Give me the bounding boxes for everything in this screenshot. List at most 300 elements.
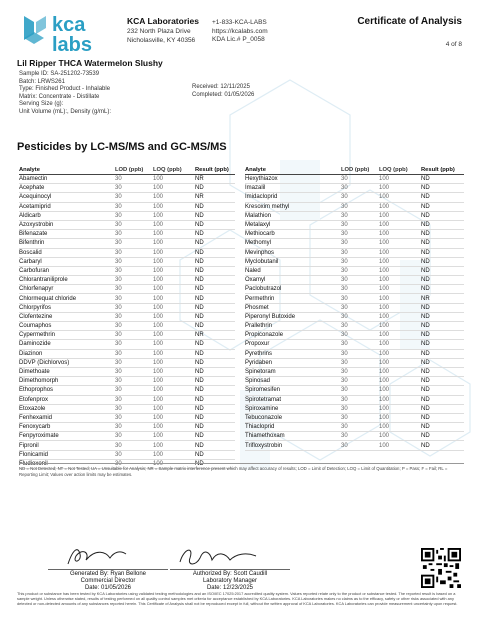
lod-cell: 30 <box>115 424 122 431</box>
analyte-cell: Aldicarb <box>19 212 41 219</box>
website-link[interactable]: https://kcalabs.com <box>212 27 268 35</box>
result-cell: ND <box>195 414 204 421</box>
result-cell: ND <box>195 433 204 440</box>
result-cell: ND <box>195 295 204 302</box>
table-row <box>19 441 235 450</box>
table-row <box>19 294 235 303</box>
logo-text-bottom: labs <box>52 34 93 54</box>
result-cell: ND <box>421 442 430 449</box>
serving-size: Serving Size (g): <box>19 101 64 108</box>
table-row <box>245 405 464 414</box>
analyte-cell: Chlorfenapyr <box>19 286 54 293</box>
table-row <box>245 441 464 450</box>
loq-cell: 100 <box>153 249 164 256</box>
table-row <box>245 184 464 193</box>
table-row <box>19 405 235 414</box>
analyte-cell: Kresoxim methyl <box>245 203 290 210</box>
result-cell: ND <box>421 185 430 192</box>
loq-cell: 100 <box>153 341 164 348</box>
result-cell: ND <box>421 405 430 412</box>
table-row <box>245 258 464 267</box>
analyte-cell: Carbofuran <box>19 267 50 274</box>
analyte-cell: Acequinocyl <box>19 194 52 201</box>
loq-cell: 100 <box>153 203 164 210</box>
lod-cell: 30 <box>115 387 122 394</box>
header-analyte: Analyte <box>19 166 40 173</box>
result-cell: ND <box>195 231 204 238</box>
lod-cell: 30 <box>115 442 122 449</box>
sample-type: Type: Finished Product - Inhalable <box>19 86 111 93</box>
result-cell: ND <box>421 414 430 421</box>
loq-cell: 100 <box>379 295 390 302</box>
loq-cell: 100 <box>379 369 390 376</box>
result-cell: NR <box>195 176 204 183</box>
table-row <box>245 331 464 340</box>
result-cell: ND <box>195 203 204 210</box>
result-cell: ND <box>421 359 430 366</box>
analyte-cell: Dimethomorph <box>19 378 59 385</box>
result-cell: ND <box>421 387 430 394</box>
result-cell: ND <box>195 258 204 265</box>
lod-cell: 30 <box>115 203 122 210</box>
loq-cell: 100 <box>379 387 390 394</box>
table-row <box>245 322 464 331</box>
result-cell: ND <box>195 350 204 357</box>
analyte-cell: Myclobutanil <box>245 258 279 265</box>
table-row <box>19 350 235 359</box>
loq-cell: 100 <box>379 231 390 238</box>
loq-cell: 100 <box>153 424 164 431</box>
result-cell: ND <box>195 460 204 467</box>
footnote: ND = Not Detected; NT = Not Tested; UA = Unsuitable for Analysis; NR = Sample matrix interference present which may affect accuracy of results; LOD = Limit of Detection; LOQ = Limit of Quantitation; P = Pass; F = Fail; RL = Reporting Limit; Values over action limits may be estimates. <box>19 463 464 477</box>
result-cell: ND <box>421 194 430 201</box>
result-cell: ND <box>195 442 204 449</box>
analyte-cell: Bifenthrin <box>19 240 45 247</box>
analyte-cell: Hexythiazox <box>245 176 278 183</box>
analyte-cell: Spiromesifen <box>245 387 281 394</box>
table-row <box>245 212 464 221</box>
loq-cell: 100 <box>379 304 390 311</box>
table-row <box>245 249 464 258</box>
address-line-2: Nicholasville, KY 40356 <box>127 36 196 44</box>
signer-date: Date: 12/23/2025 <box>206 585 254 592</box>
table-row <box>245 203 464 212</box>
lod-cell: 30 <box>115 194 122 201</box>
address-line-1: 232 North Plaza Drive <box>127 28 191 35</box>
result-cell: ND <box>421 304 430 311</box>
analyte-cell: Carbaryl <box>19 258 42 265</box>
loq-cell: 100 <box>379 240 390 247</box>
page-number: 4 of 8 <box>445 41 462 48</box>
loq-cell: 100 <box>379 350 390 357</box>
lod-cell: 30 <box>341 442 348 449</box>
loq-cell: 100 <box>379 185 390 192</box>
result-cell: ND <box>421 378 430 385</box>
result-cell: ND <box>421 323 430 330</box>
analyte-cell: Etofenprox <box>19 396 49 403</box>
lod-cell: 30 <box>341 369 348 376</box>
lod-cell: 30 <box>341 323 348 330</box>
result-cell: ND <box>421 222 430 229</box>
sample-id: Sample ID: SA-251202-73539 <box>19 71 100 77</box>
lod-cell: 30 <box>341 378 348 385</box>
lod-cell: 30 <box>341 185 348 192</box>
analyte-cell: Spirotetramat <box>245 396 282 403</box>
loq-cell: 100 <box>153 240 164 247</box>
table-body <box>245 175 464 451</box>
signature-image <box>48 544 168 570</box>
lod-cell: 30 <box>115 433 122 440</box>
completed-date: Completed: 01/05/2026 <box>192 91 255 98</box>
lod-cell: 30 <box>341 424 348 431</box>
result-cell: ND <box>421 424 430 431</box>
analyte-cell: Clofentezine <box>19 313 53 320</box>
analyte-cell: Chlorpyrifos <box>19 304 52 311</box>
result-cell: ND <box>195 378 204 385</box>
table-row <box>245 350 464 359</box>
table-row <box>19 322 235 331</box>
table-row <box>245 285 464 294</box>
table-row <box>245 359 464 368</box>
lod-cell: 30 <box>341 332 348 339</box>
lod-cell: 30 <box>115 341 122 348</box>
sample-dates <box>192 84 254 99</box>
analyte-cell: Fenhexamid <box>19 414 53 421</box>
table-row <box>19 193 235 202</box>
table-row <box>19 285 235 294</box>
qr-code[interactable] <box>421 548 461 588</box>
analyte-cell: Chlormequat chloride <box>19 295 77 302</box>
table-row <box>19 368 235 377</box>
table-row <box>245 304 464 313</box>
result-cell: ND <box>195 323 204 330</box>
result-cell: ND <box>195 387 204 394</box>
table-row <box>19 212 235 221</box>
table-row <box>245 377 464 386</box>
table-row <box>245 193 464 202</box>
lod-cell: 30 <box>341 405 348 412</box>
lod-cell: 30 <box>115 405 122 412</box>
loq-cell: 100 <box>153 295 164 302</box>
lab-contact <box>212 19 268 45</box>
analyte-cell: Naled <box>245 267 261 274</box>
result-cell: ND <box>421 212 430 219</box>
pesticide-table-left <box>19 159 235 469</box>
table-row <box>19 331 235 340</box>
result-cell: ND <box>195 359 204 366</box>
table-row <box>245 267 464 276</box>
analyte-cell: Prallethrin <box>245 323 273 330</box>
lod-cell: 30 <box>115 396 122 403</box>
table-row <box>19 377 235 386</box>
lod-cell: 30 <box>115 267 122 274</box>
header-result: Result (ppb) <box>195 166 229 173</box>
lod-cell: 30 <box>115 323 122 330</box>
lod-cell: 30 <box>115 295 122 302</box>
table-row <box>19 230 235 239</box>
table-row <box>245 175 464 184</box>
lod-cell: 30 <box>115 313 122 320</box>
analyte-cell: Oxamyl <box>245 277 266 284</box>
loq-cell: 100 <box>379 222 390 229</box>
analyte-cell: Acephate <box>19 185 45 192</box>
result-cell: ND <box>195 451 204 458</box>
result-cell: ND <box>195 222 204 229</box>
analyte-cell: Propoxur <box>245 341 270 348</box>
signer-title: Commercial Director <box>80 578 136 585</box>
matrix: Matrix: Concentrate - Distillate <box>19 93 100 100</box>
loq-cell: 100 <box>153 258 164 265</box>
lod-cell: 30 <box>341 194 348 201</box>
lod-cell: 30 <box>341 231 348 238</box>
analyte-cell: Boscalid <box>19 249 42 256</box>
lod-cell: 30 <box>115 277 122 284</box>
analyte-cell: Diazinon <box>19 350 43 357</box>
table-row <box>19 203 235 212</box>
result-cell: ND <box>421 332 430 339</box>
loq-cell: 100 <box>153 304 164 311</box>
analyte-cell: DDVP (Dichlorvos) <box>19 359 70 366</box>
lod-cell: 30 <box>115 414 122 421</box>
analyte-cell: Fenpyroximate <box>19 433 59 440</box>
header-result: Result (ppb) <box>421 166 455 173</box>
lod-cell: 30 <box>341 295 348 302</box>
loq-cell: 100 <box>379 212 390 219</box>
table-row <box>19 396 235 405</box>
result-cell: ND <box>195 185 204 192</box>
result-cell: ND <box>421 176 430 183</box>
analyte-cell: Piperonyl Butoxide <box>245 313 296 320</box>
table-row <box>19 267 235 276</box>
analyte-cell: Spinetoram <box>245 369 276 376</box>
loq-cell: 100 <box>153 286 164 293</box>
result-cell: ND <box>421 433 430 440</box>
analyte-cell: Malathion <box>245 212 272 219</box>
table-row <box>19 276 235 285</box>
analyte-cell: Imazalil <box>245 185 266 192</box>
loq-cell: 100 <box>153 433 164 440</box>
lab-address <box>127 28 195 45</box>
result-cell: ND <box>421 231 430 238</box>
table-row <box>245 294 464 303</box>
result-cell: ND <box>195 424 204 431</box>
loq-cell: 100 <box>379 405 390 412</box>
loq-cell: 100 <box>153 222 164 229</box>
header-lod: LOD (ppb) <box>341 166 370 173</box>
loq-cell: 100 <box>379 332 390 339</box>
table-row <box>19 221 235 230</box>
analyte-cell: Imidacloprid <box>245 194 278 201</box>
lod-cell: 30 <box>341 433 348 440</box>
lod-cell: 30 <box>341 414 348 421</box>
analyte-cell: Trifloxystrobin <box>245 442 283 449</box>
analyte-cell: Bifenazate <box>19 231 48 238</box>
loq-cell: 100 <box>153 396 164 403</box>
loq-cell: 100 <box>379 433 390 440</box>
lod-cell: 30 <box>341 203 348 210</box>
analyte-cell: Chlorantraniliprole <box>19 277 68 284</box>
section-title: Pesticides by LC-MS/MS and GC-MS/MS <box>17 141 227 153</box>
result-cell: ND <box>421 350 430 357</box>
analyte-cell: Thiacloprid <box>245 424 275 431</box>
analyte-cell: Permethrin <box>245 295 275 302</box>
analyte-cell: Flonicamid <box>19 451 49 458</box>
loq-cell: 100 <box>153 414 164 421</box>
result-cell: ND <box>195 286 204 293</box>
header-loq: LOQ (ppb) <box>153 166 182 173</box>
loq-cell: 100 <box>379 203 390 210</box>
header-lod: LOD (ppb) <box>115 166 144 173</box>
loq-cell: 100 <box>153 405 164 412</box>
loq-cell: 100 <box>153 442 164 449</box>
loq-cell: 100 <box>379 286 390 293</box>
table-row <box>19 414 235 423</box>
result-cell: ND <box>195 277 204 284</box>
result-cell: ND <box>195 405 204 412</box>
lod-cell: 30 <box>341 176 348 183</box>
table-row <box>19 340 235 349</box>
analyte-cell: Ethoprophos <box>19 387 54 394</box>
lod-cell: 30 <box>341 222 348 229</box>
analyte-cell: Tebuconazole <box>245 414 283 421</box>
analyte-cell: Propiconazole <box>245 332 284 339</box>
sample-metadata <box>19 71 111 117</box>
lod-cell: 30 <box>341 286 348 293</box>
analyte-cell: Daminozide <box>19 341 51 348</box>
loq-cell: 100 <box>379 249 390 256</box>
lod-cell: 30 <box>115 451 122 458</box>
loq-cell: 100 <box>153 387 164 394</box>
loq-cell: 100 <box>153 212 164 219</box>
analyte-cell: Fludioxonil <box>19 460 48 467</box>
analyte-cell: Fenoxycarb <box>19 424 51 431</box>
table-row <box>19 359 235 368</box>
result-cell: ND <box>421 267 430 274</box>
analyte-cell: Cypermethrin <box>19 332 56 339</box>
lod-cell: 30 <box>341 396 348 403</box>
lod-cell: 30 <box>115 231 122 238</box>
table-body <box>19 175 235 469</box>
result-cell: ND <box>195 240 204 247</box>
analyte-cell: Coumaphos <box>19 323 52 330</box>
analyte-cell: Paclobutrazol <box>245 286 282 293</box>
lod-cell: 30 <box>341 267 348 274</box>
result-cell: ND <box>421 396 430 403</box>
loq-cell: 100 <box>153 359 164 366</box>
analyte-cell: Abamectin <box>19 176 48 183</box>
analyte-cell: Thiamethoxam <box>245 433 285 440</box>
analyte-cell: Etoxazole <box>19 405 46 412</box>
table-row <box>245 368 464 377</box>
lod-cell: 30 <box>115 176 122 183</box>
result-cell: ND <box>421 240 430 247</box>
lod-cell: 30 <box>341 249 348 256</box>
license: KDA Lic.# P_0058 <box>212 36 265 43</box>
lod-cell: 30 <box>115 378 122 385</box>
lod-cell: 30 <box>341 313 348 320</box>
analyte-cell: Fipronil <box>19 442 39 449</box>
lod-cell: 30 <box>115 258 122 265</box>
loq-cell: 100 <box>153 460 164 467</box>
result-cell: ND <box>421 313 430 320</box>
table-row <box>245 340 464 349</box>
kca-labs-logo <box>22 12 114 54</box>
lod-cell: 30 <box>115 350 122 357</box>
result-cell: ND <box>195 369 204 376</box>
pesticide-table-right <box>245 159 464 451</box>
loq-cell: 100 <box>379 424 390 431</box>
result-cell: ND <box>421 203 430 210</box>
loq-cell: 100 <box>153 277 164 284</box>
disclaimer: This product or substance has been tested by KCA Laboratories using validated testing methodologies and an ISO/IEC 17025:2017 accredited quality system. Values reported relate only to the product or substance tested. The reported result is based on a sample weight. Unless otherwise stated, results of testing performed on all quality control samples met criteria for acceptance established by KCA Laboratories. KCA Laboratories makes no claims as to the efficacy, safety or other risks associated with any detected or non-detected amounts of any substances reported herein. This Certificate of Analysis shall not be reproduced except in full, without the written approval of KCA Laboratories. KCA Laboratories can provide measurement uncertainty upon request. <box>17 591 458 606</box>
document-title: Certificate of Analysis <box>357 16 462 27</box>
table-row <box>245 432 464 441</box>
loq-cell: 100 <box>379 359 390 366</box>
loq-cell: 100 <box>153 323 164 330</box>
analyte-cell: Pyrethrins <box>245 350 273 357</box>
lab-name: KCA Laboratories <box>127 16 199 26</box>
result-cell: ND <box>195 304 204 311</box>
header-loq: LOQ (ppb) <box>379 166 408 173</box>
lod-cell: 30 <box>115 222 122 229</box>
result-cell: NR <box>421 295 430 302</box>
table-row <box>19 423 235 432</box>
logo-text-top: kca <box>52 14 86 36</box>
result-cell: ND <box>195 267 204 274</box>
table-row <box>19 239 235 248</box>
loq-cell: 100 <box>153 313 164 320</box>
lod-cell: 30 <box>115 185 122 192</box>
table-row <box>19 184 235 193</box>
loq-cell: 100 <box>379 414 390 421</box>
table-row <box>19 175 235 184</box>
lod-cell: 30 <box>341 359 348 366</box>
loq-cell: 100 <box>379 176 390 183</box>
result-cell: NR <box>195 194 204 201</box>
loq-cell: 100 <box>153 194 164 201</box>
analyte-cell: Pyridaben <box>245 359 273 366</box>
product-title: Lil Ripper THCA Watermelon Slushy <box>17 58 163 68</box>
result-cell: ND <box>195 396 204 403</box>
lod-cell: 30 <box>341 240 348 247</box>
analyte-cell: Spinosad <box>245 378 271 385</box>
analyte-cell: Phosmet <box>245 304 269 311</box>
loq-cell: 100 <box>379 277 390 284</box>
result-cell: ND <box>421 249 430 256</box>
loq-cell: 100 <box>153 267 164 274</box>
analyte-cell: Methiocarb <box>245 231 275 238</box>
result-cell: NR <box>195 332 204 339</box>
result-cell: ND <box>421 258 430 265</box>
lod-cell: 30 <box>341 258 348 265</box>
result-cell: ND <box>195 212 204 219</box>
signer-name: Generated By: Ryan Bellone <box>69 571 147 577</box>
loq-cell: 100 <box>379 323 390 330</box>
loq-cell: 100 <box>379 258 390 265</box>
lod-cell: 30 <box>341 277 348 284</box>
table-row <box>245 313 464 322</box>
loq-cell: 100 <box>153 378 164 385</box>
lod-cell: 30 <box>115 359 122 366</box>
loq-cell: 100 <box>379 341 390 348</box>
table-row <box>19 258 235 267</box>
result-cell: ND <box>195 313 204 320</box>
table-row <box>245 230 464 239</box>
analyte-cell: Mevinphos <box>245 249 275 256</box>
table-row <box>245 423 464 432</box>
loq-cell: 100 <box>153 176 164 183</box>
lod-cell: 30 <box>115 286 122 293</box>
